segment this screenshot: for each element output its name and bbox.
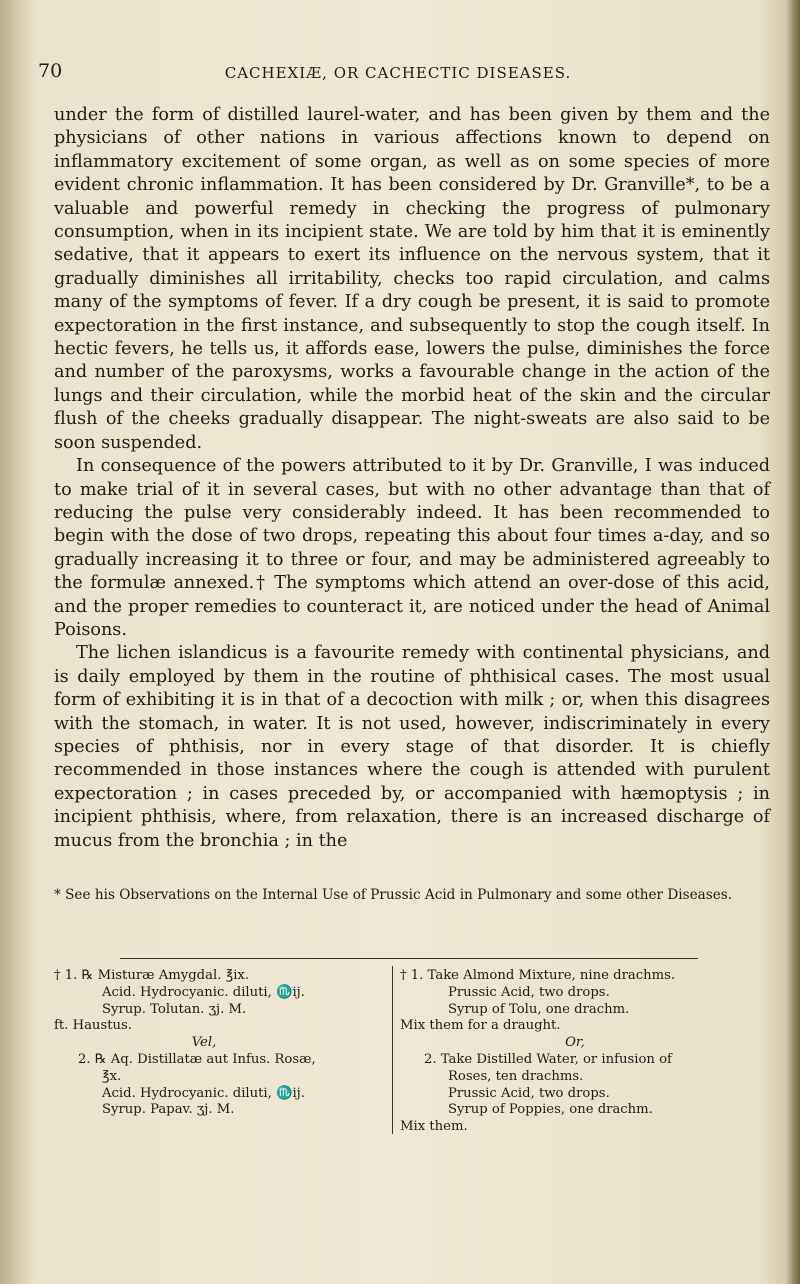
- formula-line: Prussic Acid, two drops.: [448, 1085, 610, 1101]
- footnote: * See his Observations on the Internal Use of Prussic Acid in Pulmonary and some other Diseases.: [54, 887, 733, 903]
- running-head: CACHEXIÆ, OR CACHECTIC DISEASES.: [224, 64, 572, 82]
- formula-line: Mix them for a draught.: [400, 1018, 561, 1034]
- formula-line: Syrup of Tolu, one drachm.: [448, 1001, 630, 1017]
- formula-line: † 1. Take Almond Mixture, nine drachms.: [400, 968, 676, 983]
- formula-line: † 1. ℞ Misturæ Amygdal. ℥ix.: [54, 968, 250, 983]
- formula-line: Syrup. Tolutan. ʒj. M.: [102, 1001, 247, 1017]
- formula-line: Mix them.: [400, 1119, 468, 1135]
- formula-line: 2. ℞ Aq. Distillatæ aut Infus. Rosæ,: [78, 1051, 316, 1067]
- page-number: 70: [38, 60, 63, 82]
- formula-line: ft. Haustus.: [54, 1018, 132, 1034]
- formula-line: Acid. Hydrocyanic. diluti, ♏ij.: [102, 984, 305, 1000]
- body-text: [54, 104, 770, 853]
- formula-divider: [392, 966, 393, 1134]
- page-header: [38, 60, 758, 90]
- formula-line: Or,: [565, 1035, 585, 1051]
- binding-shadow: [0, 0, 34, 1284]
- formula-line: Roses, ten drachms.: [448, 1068, 584, 1084]
- formula-line: Acid. Hydrocyanic. diluti, ♏ij.: [102, 1085, 305, 1101]
- latin-formulae: [54, 968, 354, 1119]
- english-formulae: [400, 968, 750, 1136]
- formula-line: ℥x.: [102, 1068, 122, 1084]
- formula-line: Vel,: [191, 1035, 217, 1051]
- formula-line: Syrup. Papav. ʒj. M.: [102, 1102, 235, 1118]
- formula-line: Prussic Acid, two drops.: [448, 984, 610, 1000]
- formula-line: Syrup of Poppies, one drachm.: [448, 1102, 653, 1118]
- paragraph: under the form of distilled laurel-water, and has been given by them and the physicians of other nations in various affections known to depend on inflammatory excitement of some organ, as well as on some species of more evident chronic inflammation. It has been considered by Dr. Granville*, to be a valuable and powerful remedy in checking the progress of pulmonary consumption, when in its incipient state. We are told by him that it is eminently sedative, that it appears to exert its influence on the nervous system, that it gradually diminishes all irritability, checks too rapid circulation, and calms many of the symptoms of fever. If a dry cough be present, it is said to promote expectoration in the first instance, and subsequently to stop the cough itself. In hectic fevers, he tells us, it affords ease, lowers the pulse, diminishes the force and number of the paroxysms, works a favourable change in the action of the lungs and their circulation, while the morbid heat of the skin and the circular flush of the cheeks gradually disappear. The night-sweats are also said to be soon suspended.: [54, 105, 770, 453]
- footnote-rule: [120, 958, 698, 959]
- paragraph: In consequence of the powers attributed to it by Dr. Granville, I was induced to make trial of it in several cases, but with no other advantage than that of reducing the pulse very considerably indeed. It has been recommended to begin with the dose of two drops, repeating this about four times a-day, and so gradually increasing it to three or four, and may be administered agreeably to the formulæ annexed.† The symptoms which attend an over-dose of this acid, and the proper remedies to counteract it, are noticed under the head of Animal Poisons.: [54, 456, 770, 640]
- page-edge: [786, 0, 800, 1284]
- paragraph: The lichen islandicus is a favourite remedy with continental physicians, and is daily employed by them in the routine of phthisical cases. The most usual form of exhibiting it is in that of a decoction with milk ; or, when this disagrees with the stomach, in water. It is not used, however, indiscriminately in every species of phthisis, nor in every stage of that disorder. It is chiefly recommended in those instances where the cough is attended with purulent expectoration ; in cases preceded by, or accompanied with hæmoptysis ; in incipient phthisis, where, from relaxation, there is an increased discharge of mucus from the bronchia ; in the: [54, 643, 770, 851]
- formula-line: 2. Take Distilled Water, or infusion of: [424, 1051, 672, 1067]
